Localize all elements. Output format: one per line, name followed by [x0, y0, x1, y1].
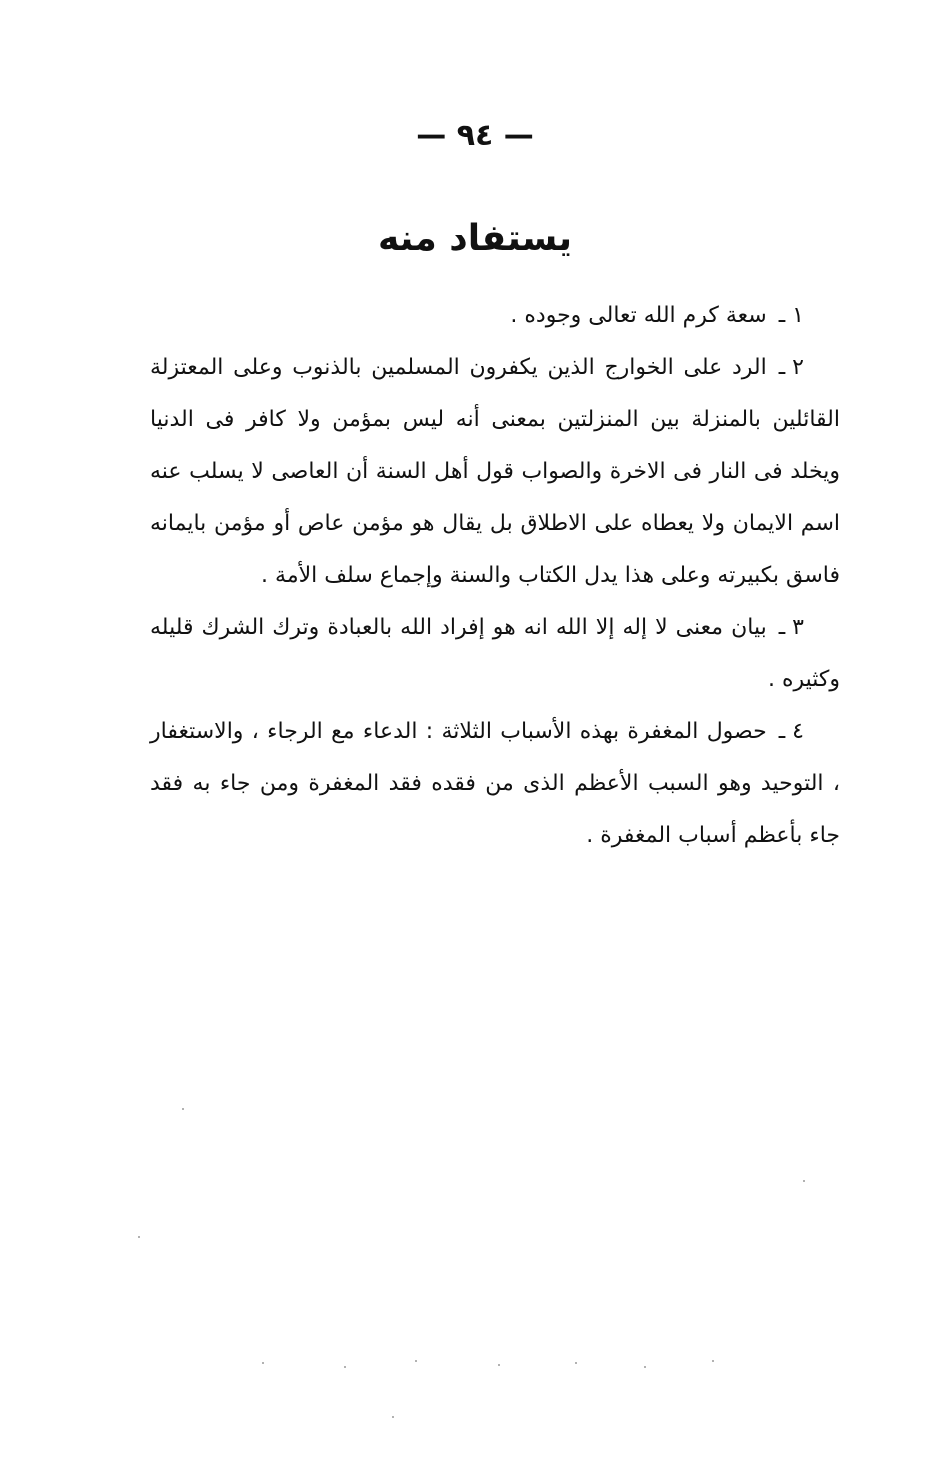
scan-speck — [138, 1236, 140, 1238]
page-number: — ٩٤ — — [416, 118, 534, 153]
scan-speck — [392, 1416, 394, 1418]
section-heading: يستفاد منه — [377, 218, 573, 259]
scan-speck — [644, 1366, 646, 1368]
item-text: سعة كرم الله تعالى وجوده . — [510, 303, 767, 328]
item-text: بيان معنى لا إله إلا الله انه هو إفراد الله بالعبادة وترك الشرك قليله وكثيره . — [150, 615, 840, 692]
list-item — [150, 602, 840, 706]
item-number: ٤ ـ — [778, 719, 804, 744]
scan-speck — [498, 1364, 500, 1366]
list-item — [150, 706, 840, 862]
list-item — [150, 342, 840, 602]
item-text: الرد على الخوارج الذين يكفرون المسلمين بالذنوب وعلى المعتزلة القائلين بالمنزلة بين المنزلتين بمعنى أنه ليس بمؤمن ولا كافر فى الدنيا ويخلد فى النار فى الاخرة والصواب قول أهل السنة أن العاصى لا يسلب عنه اسم الايمان ولا يعطاه على الاطلاق بل يقال هو مؤمن عاص أو مؤمن بايمانه فاسق بكبيرته وعلى هذا يدل الكتاب والسنة وإجماع سلف الأمة . — [150, 355, 840, 588]
list-item — [150, 290, 840, 342]
scan-speck — [712, 1360, 714, 1362]
benefits-list — [150, 290, 840, 862]
scan-speck — [575, 1362, 577, 1364]
scan-speck — [803, 1180, 805, 1182]
item-number: ٢ ـ — [778, 355, 804, 380]
scan-speck — [415, 1360, 417, 1362]
scan-speck — [182, 1108, 184, 1110]
scan-speck — [344, 1366, 346, 1368]
item-number: ٣ ـ — [778, 615, 804, 640]
scan-speck — [262, 1362, 264, 1364]
item-number: ١ ـ — [778, 303, 804, 328]
item-text: حصول المغفرة بهذه الأسباب الثلاثة : الدعاء مع الرجاء ، والاستغفار ، التوحيد وهو السبب الأعظم الذى من فقده فقد المغفرة ومن جاء به فقد جاء بأعظم أسباب المغفرة . — [150, 719, 840, 848]
